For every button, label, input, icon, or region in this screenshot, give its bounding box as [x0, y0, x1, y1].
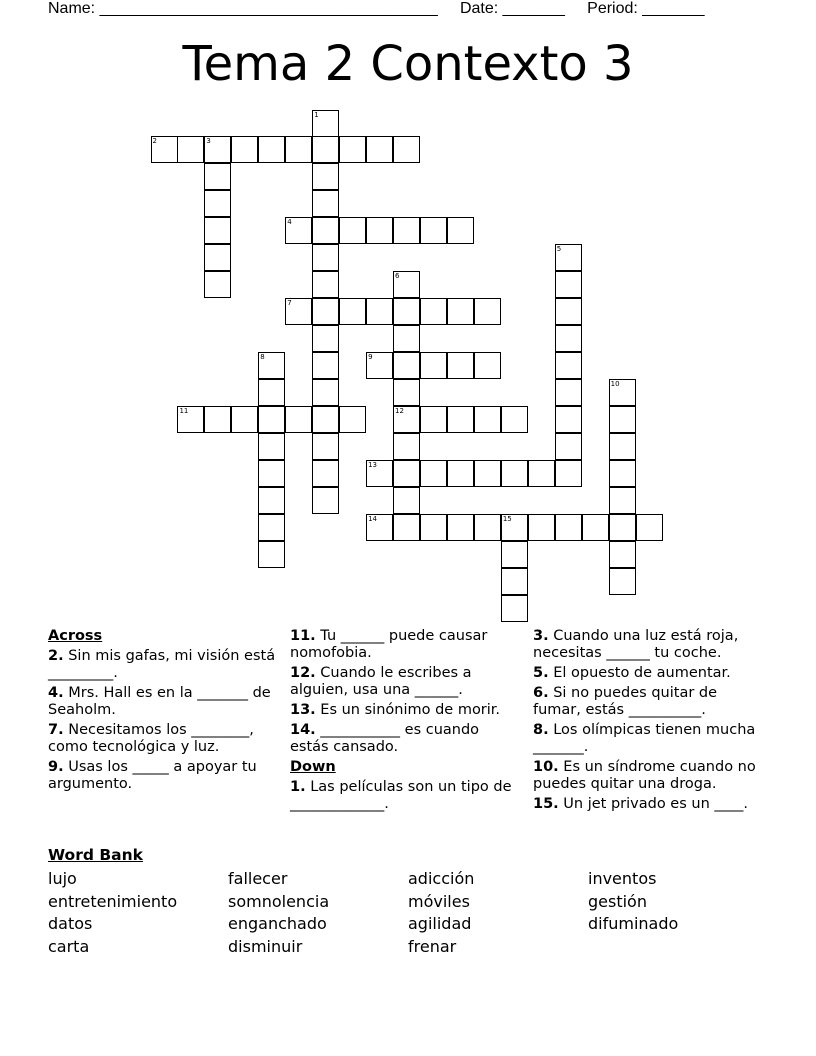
crossword-cell[interactable] [312, 325, 339, 352]
crossword-cell[interactable] [555, 298, 582, 325]
crossword-cell[interactable] [339, 217, 366, 244]
crossword-cell[interactable] [420, 406, 447, 433]
crossword-cell[interactable] [204, 217, 231, 244]
crossword-cell[interactable] [474, 514, 501, 541]
crossword-cell[interactable] [420, 460, 447, 487]
crossword-cell[interactable] [366, 514, 393, 541]
crossword-cell[interactable] [312, 163, 339, 190]
crossword-cell[interactable] [555, 379, 582, 406]
crossword-cell[interactable] [339, 136, 366, 163]
crossword-cell[interactable] [285, 298, 312, 325]
word-bank-item: datos [48, 914, 93, 933]
crossword-cell[interactable] [312, 244, 339, 271]
crossword-cell[interactable] [258, 541, 285, 568]
word-bank-item: adicción [408, 869, 475, 888]
crossword-cell[interactable] [393, 352, 420, 379]
crossword-cell[interactable] [393, 136, 420, 163]
clue-across-9: 9. Usas los _____ a apoyar tu argumento. [48, 759, 257, 792]
crossword-cell[interactable] [366, 298, 393, 325]
crossword-cell[interactable] [447, 298, 474, 325]
down-heading: Down [290, 759, 336, 775]
crossword-cell[interactable] [555, 325, 582, 352]
clue-number-label: 13 [368, 460, 378, 469]
crossword-cell[interactable] [393, 460, 420, 487]
clue-across-7: 7. Necesitamos los ________, como tecnológica y luz. [48, 722, 254, 755]
crossword-cell[interactable] [393, 325, 420, 352]
word-bank-item: carta [48, 936, 90, 956]
crossword-cell[interactable] [285, 217, 312, 244]
crossword-cell[interactable] [609, 406, 636, 433]
clue-number-label: 12 [395, 406, 404, 415]
clue-down-5: 5. El opuesto de aumentar. [533, 665, 731, 681]
crossword-cell[interactable] [501, 541, 528, 568]
crossword-cell[interactable] [528, 514, 555, 541]
word-bank-item: somnolencia [228, 891, 330, 911]
word-bank-item: entretenimiento [48, 891, 178, 911]
crossword-cell[interactable] [501, 595, 528, 622]
crossword-cell[interactable] [393, 298, 420, 325]
crossword-cell[interactable] [582, 514, 609, 541]
crossword-cell[interactable] [393, 379, 420, 406]
crossword-cell[interactable] [609, 460, 636, 487]
crossword-cell[interactable] [501, 568, 528, 595]
crossword-cell[interactable] [447, 514, 474, 541]
crossword-cell[interactable] [393, 271, 420, 298]
crossword-cell[interactable] [420, 514, 447, 541]
crossword-cell[interactable] [555, 514, 582, 541]
crossword-cell[interactable] [501, 514, 528, 541]
crossword-cell[interactable] [420, 217, 447, 244]
clue-across-2: 2. Sin mis gafas, mi visión está _________. [48, 648, 276, 681]
crossword-cell[interactable] [447, 460, 474, 487]
crossword-cell[interactable] [420, 352, 447, 379]
across-heading: Across [48, 628, 103, 644]
crossword-cell[interactable] [474, 352, 501, 379]
clue-across-11: 11. Tu ______ puede causar nomofobia. [290, 628, 488, 661]
crossword-cell[interactable] [312, 136, 339, 163]
crossword-cell[interactable] [177, 406, 204, 433]
crossword-cell[interactable] [609, 379, 636, 406]
clue-number-label: 4 [287, 218, 292, 227]
clue-number-label: 10 [610, 380, 620, 388]
clues-column-2 [290, 628, 515, 816]
crossword-cell[interactable] [231, 136, 258, 163]
crossword-cell[interactable] [393, 433, 420, 460]
crossword-cell[interactable] [258, 379, 285, 406]
crossword-cell[interactable] [420, 298, 447, 325]
crossword-cell[interactable] [339, 406, 366, 433]
clues-column-3 [533, 628, 769, 816]
crossword-cell[interactable] [285, 406, 312, 433]
clue-down-1: 1. Las películas son un tipo de _____________. [290, 779, 512, 812]
crossword-cell[interactable] [258, 406, 285, 433]
crossword-cell[interactable] [177, 136, 204, 163]
crossword-cell[interactable] [555, 460, 582, 487]
clue-number-label: 2 [152, 137, 157, 146]
crossword-cell[interactable] [312, 406, 339, 433]
crossword-cell[interactable] [258, 352, 285, 379]
clue-number-label: 9 [368, 353, 373, 362]
word-bank-item: difuminado [588, 914, 679, 933]
crossword-cell[interactable] [204, 244, 231, 271]
crossword-cell[interactable] [312, 271, 339, 298]
clue-down-6: 6. Si no puedes quitar de fumar, estás __________. [533, 685, 718, 718]
crossword-cell[interactable] [258, 514, 285, 541]
crossword-cell[interactable] [366, 136, 393, 163]
clue-down-8: 8. Los olímpicas tienen mucha _______. [533, 722, 756, 755]
crossword-cell[interactable] [312, 298, 339, 325]
word-bank-item: enganchado [228, 914, 327, 933]
crossword-cell[interactable] [501, 460, 528, 487]
crossword-cell[interactable] [312, 379, 339, 406]
crossword-cell[interactable] [447, 352, 474, 379]
crossword-cell[interactable] [366, 217, 393, 244]
clue-number-label: 5 [556, 245, 562, 254]
crossword-cell[interactable] [609, 568, 636, 595]
crossword-cell[interactable] [393, 217, 420, 244]
crossword-cell[interactable] [312, 110, 339, 137]
crossword-cell[interactable] [555, 271, 582, 298]
clue-number-label: 1 [314, 110, 319, 119]
crossword-cell[interactable] [555, 244, 582, 271]
word-bank-item: móviles [408, 891, 470, 911]
word-bank-item: lujo [48, 869, 77, 888]
crossword-cell[interactable] [366, 460, 393, 487]
word-bank-item: inventos [588, 869, 657, 888]
clue-across-12: 12. Cuando le escribes a alguien, usa una ______. [290, 665, 472, 698]
crossword-cell[interactable] [447, 406, 474, 433]
crossword-cell[interactable] [393, 487, 420, 514]
crossword-cell[interactable] [447, 217, 474, 244]
crossword-cell[interactable] [501, 406, 528, 433]
clue-number-label: 14 [368, 514, 378, 523]
word-bank-item: agilidad [408, 914, 472, 933]
crossword-cell[interactable] [555, 352, 582, 379]
word-bank-item: disminuir [228, 936, 303, 956]
word-bank-item: frenar [408, 936, 457, 956]
clue-number-label: 11 [179, 406, 189, 415]
crossword-cell[interactable] [609, 487, 636, 514]
crossword-cell[interactable] [204, 136, 231, 163]
crossword-cell[interactable] [312, 487, 339, 514]
clue-number-label: 8 [260, 353, 265, 362]
crossword-cell[interactable] [231, 406, 258, 433]
crossword-cell[interactable] [474, 406, 501, 433]
crossword-cell[interactable] [151, 136, 178, 163]
crossword-cell[interactable] [204, 406, 231, 433]
crossword-cell[interactable] [339, 298, 366, 325]
clue-number-label: 6 [395, 272, 400, 281]
clues-column-1 [48, 628, 276, 796]
crossword-cell[interactable] [609, 433, 636, 460]
word-bank-item: gestión [588, 891, 647, 911]
crossword-cell[interactable] [555, 406, 582, 433]
crossword-cell[interactable] [258, 136, 285, 163]
word-bank-item: fallecer [228, 869, 288, 888]
crossword-cell[interactable] [474, 298, 501, 325]
crossword-cell[interactable] [393, 406, 420, 433]
name-date-period-line: Name: ______________________________________ Date: _______ Period: _______ [48, 0, 705, 17]
crossword-cell[interactable] [204, 271, 231, 298]
crossword-cell[interactable] [258, 460, 285, 487]
clue-number-label: 3 [206, 137, 211, 146]
crossword-cell[interactable] [555, 433, 582, 460]
crossword-cell[interactable] [312, 433, 339, 460]
crossword-cell[interactable] [204, 190, 231, 217]
clue-number-label: 15 [502, 514, 512, 523]
crossword-cell[interactable] [312, 217, 339, 244]
clue-across-14: 14. ___________ es cuando estás cansado. [290, 722, 480, 755]
crossword-cell[interactable] [312, 190, 339, 217]
clue-across-13: 13. Es un sinónimo de morir. [290, 702, 501, 718]
page-title: Tema 2 Contexto 3 [182, 36, 634, 92]
clue-down-3: 3. Cuando una luz está roja, necesitas ______ tu coche. [533, 628, 739, 661]
clue-across-4: 4. Mrs. Hall es en la _______ de Seaholm. [48, 685, 271, 718]
crossword-cell[interactable] [528, 460, 555, 487]
clue-number-label: 7 [287, 299, 292, 308]
crossword-cell[interactable] [636, 514, 663, 541]
clue-down-15: 15. Un jet privado es un ____. [533, 796, 748, 812]
crossword-cell[interactable] [366, 352, 393, 379]
crossword-cell[interactable] [393, 514, 420, 541]
crossword-cell[interactable] [285, 136, 312, 163]
clue-down-10: 10. Es un síndrome cuando no puedes quitar una droga. [533, 759, 756, 792]
word-bank-heading: Word Bank [48, 846, 143, 864]
crossword-cell[interactable] [609, 541, 636, 568]
crossword-cell[interactable] [312, 460, 339, 487]
crossword-cell[interactable] [258, 433, 285, 460]
crossword-cell[interactable] [258, 487, 285, 514]
crossword-cell[interactable] [312, 352, 339, 379]
crossword-cell[interactable] [609, 514, 636, 541]
crossword-cell[interactable] [474, 460, 501, 487]
crossword-cell[interactable] [204, 163, 231, 190]
